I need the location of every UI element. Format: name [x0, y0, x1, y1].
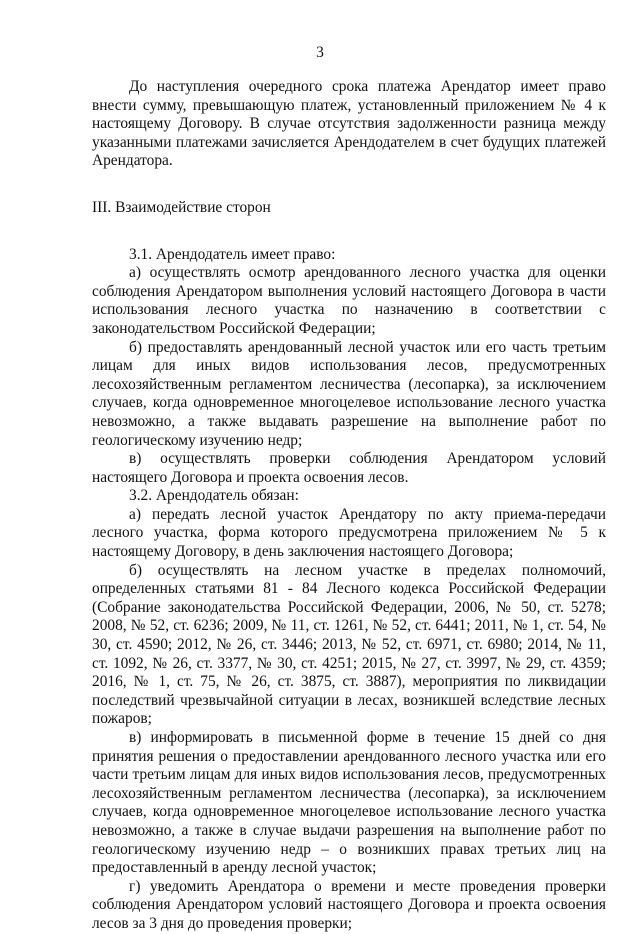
clause-3-1-a: а) осуществлять осмотр арендованного лесного участка для оценки соблюдения Арендатором выполнения условий настоящего Договора в части использования лесного участка по назначению в соответствии с законодательством Российской Федерации; — [92, 264, 606, 337]
intro-paragraph: До наступления очередного срока платежа Арендатор имеет право внести сумму, превышающую платеж, установленный приложением № 4 к настоящему Договору. В случае отсутствия задолженности разница между указанными платежами зачисляется Арендодателем в счет будущих платежей Арендатора. — [92, 78, 606, 170]
clause-3-2-heading: 3.2. Арендодатель обязан: — [129, 487, 299, 505]
clause-3-2-g: г) уведомить Арендатора о времени и месте проведения проверки соблюдения Арендатором условий настоящего Договора и проекта освоения лесов за 3 дня до проведения проверки; — [92, 877, 606, 932]
page-number: 3 — [316, 44, 324, 61]
clause-3-1-v: в) осуществлять проверки соблюдения Арендатором условий настоящего Договора и проекта освоения лесов. — [92, 450, 606, 486]
document-body — [92, 78, 606, 934]
clause-3-1-b: б) предоставлять арендованный лесной участок или его часть третьим лицам для иных видов использования лесов, предусмотренных лесохозяйственным регламентом лесничества (лесопарка), за исключением случаев, когда одновременное многоцелевое использование лесного участка невозможно, а также выдавать разрешение на выполнение работ по геологическому изучению недр; — [92, 338, 606, 449]
clause-3-2-a: а) передать лесной участок Арендатору по акту приема-передачи лесного участка, форма которого предусмотрена приложением № 5 к настоящему Договору, в день заключения настоящего Договора; — [92, 505, 606, 561]
clause-3-1-heading: 3.1. Арендодатель имеет право: — [129, 245, 336, 263]
clause-3-2-b: б) осуществлять на лесном участке в пределах полномочий, определенных статьями 81 - 84 Лесного кодекса Российской Федерации (Собрание законодательства Российской Федерации, 2006, № 50, ст. 5278; 2008, № 52, ст. 6236; 2009, № 11, ст. 1261, № 52, ст. 6441; 2011, № 1, ст. 54, № 30, ст. 4590; 2012, № 26, ст. 3446; 2013, № 52, ст. 6971, ст. 6980; 2014, № 11, ст. 1092, № 26, ст. 3377, № 30, ст. 4251; 2015, № 27, ст. 3997, № 29, ст. 4359; 2016, № 1, ст. 75, № 26, ст. 3875, ст. 3887), мероприятия по ликвидации последствий чрезвычайной ситуации в лесах, возникшей вследствие лесных пожаров; — [92, 561, 606, 728]
clause-3-2-v: в) информировать в письменной форме в течение 15 дней со дня принятия решения о предоставлении арендованного лесного участка или его части третьим лицам для иных видов использования лесов, предусмотренных лесохозяйственным регламентом лесничества (лесопарка), за исключением случаев, когда одновременное многоцелевое использование лесного участка невозможно, а также в случае выдачи разрешения на выполнение работ по геологическому изучению недр – о возникших правах третьих лиц на предоставленный в аренду лесной участок; — [92, 729, 606, 877]
section-title: III. Взаимодействие сторон — [92, 198, 271, 216]
